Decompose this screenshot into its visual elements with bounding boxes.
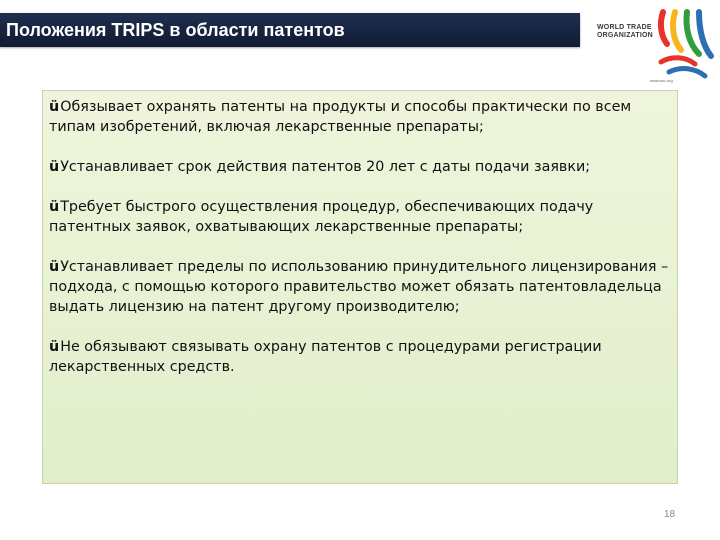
logo-wordmark — [597, 24, 655, 40]
logo-line-1: WORLD TRADE — [597, 24, 652, 31]
emblem-arc-blue-2 — [669, 69, 705, 76]
bullet-item — [49, 157, 675, 177]
bullet-item — [49, 337, 675, 377]
bullet-text: Требует быстрого осуществления процедур, обеспечивающих подачу патентных заявок, охватывающих лекарственные препараты; — [49, 199, 594, 235]
emblem-arc-yellow — [673, 12, 681, 50]
checkmark-icon: ü — [49, 99, 60, 115]
logo-url: www.wto.org — [650, 78, 673, 83]
content-box — [42, 90, 678, 484]
emblem-arc-red-2 — [661, 58, 695, 64]
bullet-text: Устанавливает срок действия патентов 20 лет с даты подачи заявки; — [60, 159, 591, 175]
slide-title: Положения TRIPS в области патентов — [6, 20, 345, 40]
bullet-list — [49, 97, 675, 397]
emblem-arc-blue — [699, 12, 711, 56]
wto-emblem-icon — [655, 6, 715, 82]
bullet-text: Устанавливает пределы по использованию принудительного лицензирования – подхода, с помощью которого правительство может обязать патентовладельца выдать лицензию на патент другому производителю; — [49, 259, 669, 315]
page-number: 18 — [664, 509, 676, 520]
bullet-item — [49, 197, 675, 237]
bullet-item — [49, 257, 675, 317]
checkmark-icon: ü — [49, 339, 60, 355]
checkmark-icon: ü — [49, 199, 60, 215]
bullet-item — [49, 97, 675, 137]
wto-logo — [593, 6, 715, 88]
bullet-text: Не обязывают связывать охрану патентов с процедурами регистрации лекарственных средств. — [49, 339, 602, 375]
logo-line-2: ORGANIZATION — [597, 32, 653, 39]
checkmark-icon: ü — [49, 159, 60, 175]
emblem-arc-red — [661, 12, 667, 44]
bullet-text: Обязывает охранять патенты на продукты и способы практически по всем типам изобретений, включая лекарственные препараты; — [49, 99, 632, 135]
checkmark-icon: ü — [49, 259, 60, 275]
title-bar — [0, 13, 580, 47]
